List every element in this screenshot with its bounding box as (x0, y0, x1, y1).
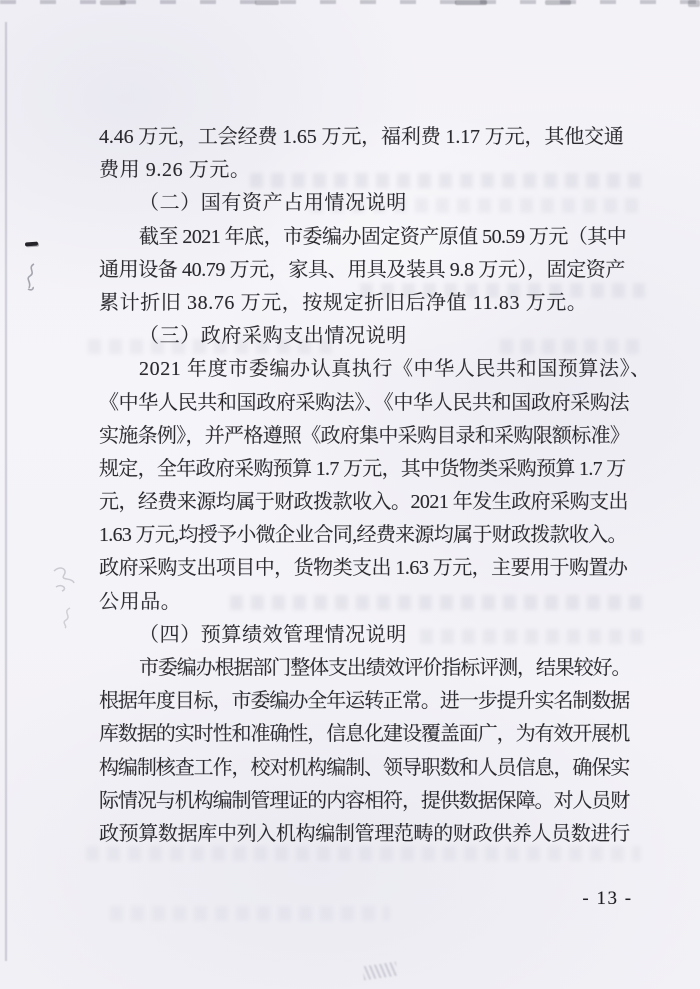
bleedthrough-artifact (110, 906, 390, 921)
text-line: 通用设备 40.79 万元，家具、用具及装具 9.8 万元），固定资产 (99, 258, 625, 281)
margin-pencil-mark (56, 606, 80, 630)
text-line: 1.63 万元,均授予小微企业合同,经费来源均属于财政拨款收入。 (99, 524, 627, 547)
text-line: 市委编办根据部门整体支出绩效评价指标评测，结果较好。 (139, 657, 631, 679)
document-body (99, 121, 651, 851)
text-line: 截至 2021 年底，市委编办固定资产原值 50.59 万元（其中 (139, 225, 627, 248)
scan-top-edge-artifact (100, 0, 126, 5)
scan-speckle-artifact (362, 962, 398, 981)
text-line: 累计折旧 38.76 万元，按规定折旧后净值 11.83 万元。 (99, 291, 588, 314)
scan-top-edge-artifact (688, 0, 700, 7)
margin-pencil-mark (48, 563, 80, 595)
text-line: 根据年度目标，市委编办全年运转正常。进一步提升实名制数据 (99, 690, 630, 713)
text-line: 际情况与机构编制管理证的内容相符，提供数据保障。对人员财 (99, 789, 630, 812)
page-number: - 13 - (582, 888, 633, 909)
text-line: 构编制核查工作，校对机构编制、领导职数和人员信息，确保实 (99, 756, 630, 779)
text-line: 实施条例》，并严格遵照《政府集中采购目录和采购限额标准》 (99, 424, 630, 447)
text-line: 政预算数据库中列入机构编制管理范畴的财政供养人员数进行 (99, 822, 630, 845)
text-line: （四）预算绩效管理情况说明 (139, 623, 407, 646)
scan-top-edge-artifact (255, 0, 279, 5)
text-line: （三）政府采购支出情况说明 (139, 325, 407, 348)
text-line: 库数据的实时性和准确性，信息化建设覆盖面广，为有效开展机 (99, 723, 630, 746)
margin-pencil-mark (22, 262, 42, 292)
text-line: 政府采购支出项目中，货物类支出 1.63 万元，主要用于购置办 (99, 557, 628, 580)
scan-left-edge-artifact (5, 22, 7, 961)
text-line: 2021 年度市委编办认真执行《中华人民共和国预算法》、 (139, 358, 651, 381)
text-line: 元，经费来源均属于财政拨款收入。2021 年发生政府采购支出 (99, 491, 628, 514)
text-line: 费用 9.26 万元。 (99, 159, 251, 182)
text-line: 规定，全年政府采购预算 1.7 万元，其中货物类采购预算 1.7 万 (99, 457, 626, 480)
text-line: 《中华人民共和国政府采购法》、《中华人民共和国政府采购法 (99, 391, 630, 414)
margin-ink-mark (25, 242, 38, 247)
text-line: 4.46 万元，工会经费 1.65 万元，福利费 1.17 万元，其他交通 (99, 126, 624, 148)
scan-top-edge-artifact (545, 0, 571, 5)
scan-top-edge-artifact (455, 0, 487, 5)
text-line: 公用品。 (99, 590, 182, 613)
text-line: （二）国有资产占用情况说明 (139, 192, 407, 215)
